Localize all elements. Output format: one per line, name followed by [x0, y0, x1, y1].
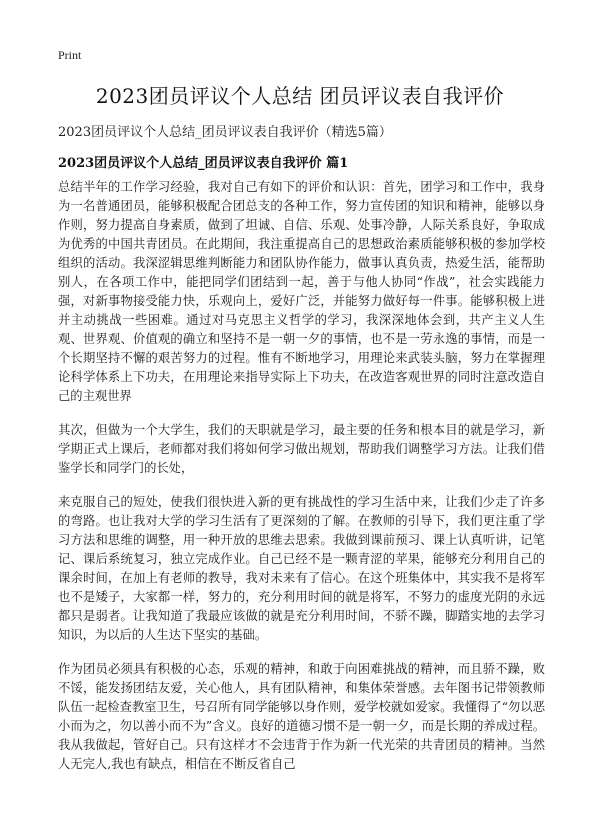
paragraph-1: 总结半年的工作学习经验，我对自己有如下的评价和认识：首先，团学习和工作中，我身为一名普通团员，能够积极配合团总支的各种工作，努力宣传团的知识和精神，能够以身作则，努力提高自身素质，做到了坦诚、自信、乐观、处事冷静，人际关系良好，争取成为优秀的中国共青团员。在此期间，我注重提高自己的思想政治素质能够积极的参加学校组织的活动。我深涩辑思维判断能力和团队协作能力，做事认真负责，热爱生活，能帮助别人，在各项工作中，能把同学们团结到一起，善于与他人协同“作战”，社会实践能力强，对新事物接受能力快，乐观向上，爱好广泛，并能努力做好每一件事。能够积极上进并主动挑战一些困难。通过对马克思主义哲学的学习，我深深地体会到，共产主义人生观、世界观、价值观的确立和坚持不是一朝一夕的事情，也不是一劳永逸的事情，而是一个长期坚持不懈的艰苦努力的过程。惟有不断地学习，用理论来武装头脑，努力在掌握理论科学体系上下功夫，在用理论来指导实际上下功夫，在改造客观世界的同时注意改造自己的主观世界 [58, 180, 545, 403]
paragraph-2: 其次，但做为一个大学生，我们的天职就是学习，最主要的任务和根本目的就是学习，新学期正式上课后，老师都对我们将如何学习做出规划，帮助我们调整学习方法。让我们借鉴学长和同学门的长处， [58, 423, 545, 475]
print-link[interactable]: Print [58, 48, 82, 62]
page-title: 2023团员评议个人总结 团员评议表自我评价 [95, 84, 505, 108]
section-heading: 2023团员评议个人总结_团员评议表自我评价 篇1 [58, 156, 349, 171]
document-subtitle: 2023团员评议个人总结_团员评议表自我评价（精选5篇） [58, 125, 392, 140]
article-body [58, 178, 545, 789]
paragraph-3: 来克服自己的短处，使我们很快进入新的更有挑战性的学习生活中来，让我们少走了许多的弯路。也让我对大学的学习生活有了更深刻的了解。在教师的引导下，我们更注重了学习方法和思维的调整，用一种开放的思维去思索。我做到课前预习、课上认真听讲，记笔记、课后系统复习，独立完成作业。自己已经不是一颗青涩的苹果，能够充分利用自己的课余时间，在加上有老师的教导，我对未来有了信心。在这个班集体中，其实我不是将军也不是矮子，大家都一样，努力的，充分利用时间的就是将军，不努力的虚度光阴的永远都只是弱者。让我知道了我最应该做的就是充分利用时间，不骄不躁，脚踏实地的去学习知识，为以后的人生达下坚实的基础。 [58, 495, 545, 642]
paragraph-4: 作为团员必须具有积极的心态，乐观的精神，和敢于向困难挑战的精神，而且骄不躁，败不馁，能发扬团结友爱，关心他人，具有团队精神，和集体荣誉感。去年图书记带领教师队伍一起检查教室卫生，号召所有同学能够以身作则，爱学校就如爱家。我懂得了“勿以恶小而为之，勿以善小而不为”含义。良好的道德习惯不是一朝一夕，而是长期的养成过程。我从我做起，管好自己。只有这样才不会违背于作为新一代光荣的共青团员的精神。当然人无完人,我也有缺点，相信在不断反省自己 [58, 662, 545, 771]
